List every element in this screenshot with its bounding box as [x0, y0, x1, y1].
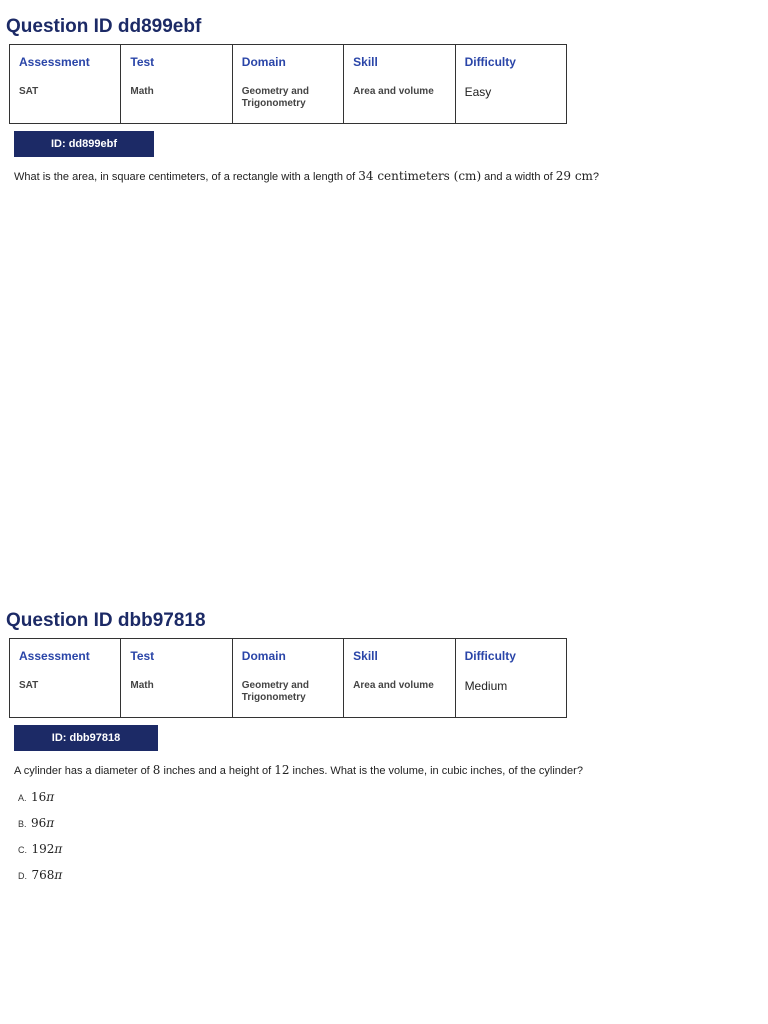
- assessment-value: SAT: [19, 86, 39, 97]
- skill-header: Skill: [353, 55, 378, 69]
- assessment-header: Assessment: [19, 55, 90, 69]
- answer-choice-d[interactable]: [18, 866, 62, 884]
- question-info-table: [9, 44, 567, 124]
- stem-text: inches and a height of: [160, 765, 275, 777]
- choice-value: 16π: [30, 790, 55, 804]
- choice-letter: C.: [18, 845, 27, 855]
- question-title: Question ID dd899ebf: [6, 16, 202, 37]
- assessment-cell: [10, 45, 121, 124]
- question-stem: [14, 763, 583, 777]
- question-id-badge: ID: dd899ebf: [14, 131, 154, 157]
- domain-cell: [232, 639, 343, 718]
- stem-text: and a width of: [481, 171, 556, 183]
- difficulty-value: Easy: [464, 85, 492, 99]
- stem-text: What is the area, in square centimeters, of a rectangle with a length of: [14, 171, 359, 183]
- test-value: Math: [130, 86, 154, 97]
- test-header: Test: [130, 649, 155, 663]
- assessment-cell: [10, 639, 121, 718]
- question-id-badge: ID: dbb97818: [14, 725, 158, 751]
- choice-letter: B.: [18, 819, 27, 829]
- choice-letter: A.: [18, 793, 27, 803]
- assessment-header: Assessment: [19, 649, 90, 663]
- domain-value: Geometry and Trigonometry: [241, 86, 310, 109]
- difficulty-cell: [455, 639, 566, 718]
- stem-math-length: 34 centimeters (cm): [358, 169, 482, 183]
- skill-cell: [344, 639, 455, 718]
- test-value: Math: [130, 680, 154, 691]
- question-title: Question ID dbb97818: [6, 610, 206, 631]
- difficulty-header: Difficulty: [464, 55, 516, 69]
- stem-text: inches. What is the volume, in cubic inches, of the cylinder?: [289, 765, 583, 777]
- choice-value: 192π: [31, 842, 63, 856]
- answer-choice-b[interactable]: [18, 814, 54, 832]
- difficulty-value: Medium: [464, 679, 508, 693]
- skill-value: Area and volume: [353, 680, 434, 691]
- stem-math-width: 29 cm: [555, 169, 593, 183]
- skill-header: Skill: [353, 649, 378, 663]
- stem-text: ?: [592, 171, 600, 183]
- choice-value: 96π: [30, 816, 55, 830]
- answer-choice-c[interactable]: [18, 840, 62, 858]
- skill-cell: [344, 45, 455, 124]
- test-cell: [121, 639, 232, 718]
- domain-header: Domain: [241, 649, 286, 663]
- stem-math-diameter: 8: [152, 763, 161, 777]
- choice-letter: D.: [18, 871, 27, 881]
- question-stem: [14, 169, 599, 183]
- domain-cell: [232, 45, 343, 124]
- choice-value: 768π: [31, 868, 63, 882]
- answer-choice-a[interactable]: [18, 788, 54, 806]
- test-header: Test: [130, 55, 155, 69]
- test-cell: [121, 45, 232, 124]
- stem-text: A cylinder has a diameter of: [14, 765, 153, 777]
- domain-value: Geometry and Trigonometry: [241, 680, 310, 703]
- domain-header: Domain: [241, 55, 286, 69]
- skill-value: Area and volume: [353, 86, 434, 97]
- assessment-value: SAT: [19, 680, 39, 691]
- difficulty-header: Difficulty: [464, 649, 516, 663]
- question-info-table: [9, 638, 567, 718]
- difficulty-cell: [455, 45, 566, 124]
- stem-math-height: 12: [274, 763, 290, 777]
